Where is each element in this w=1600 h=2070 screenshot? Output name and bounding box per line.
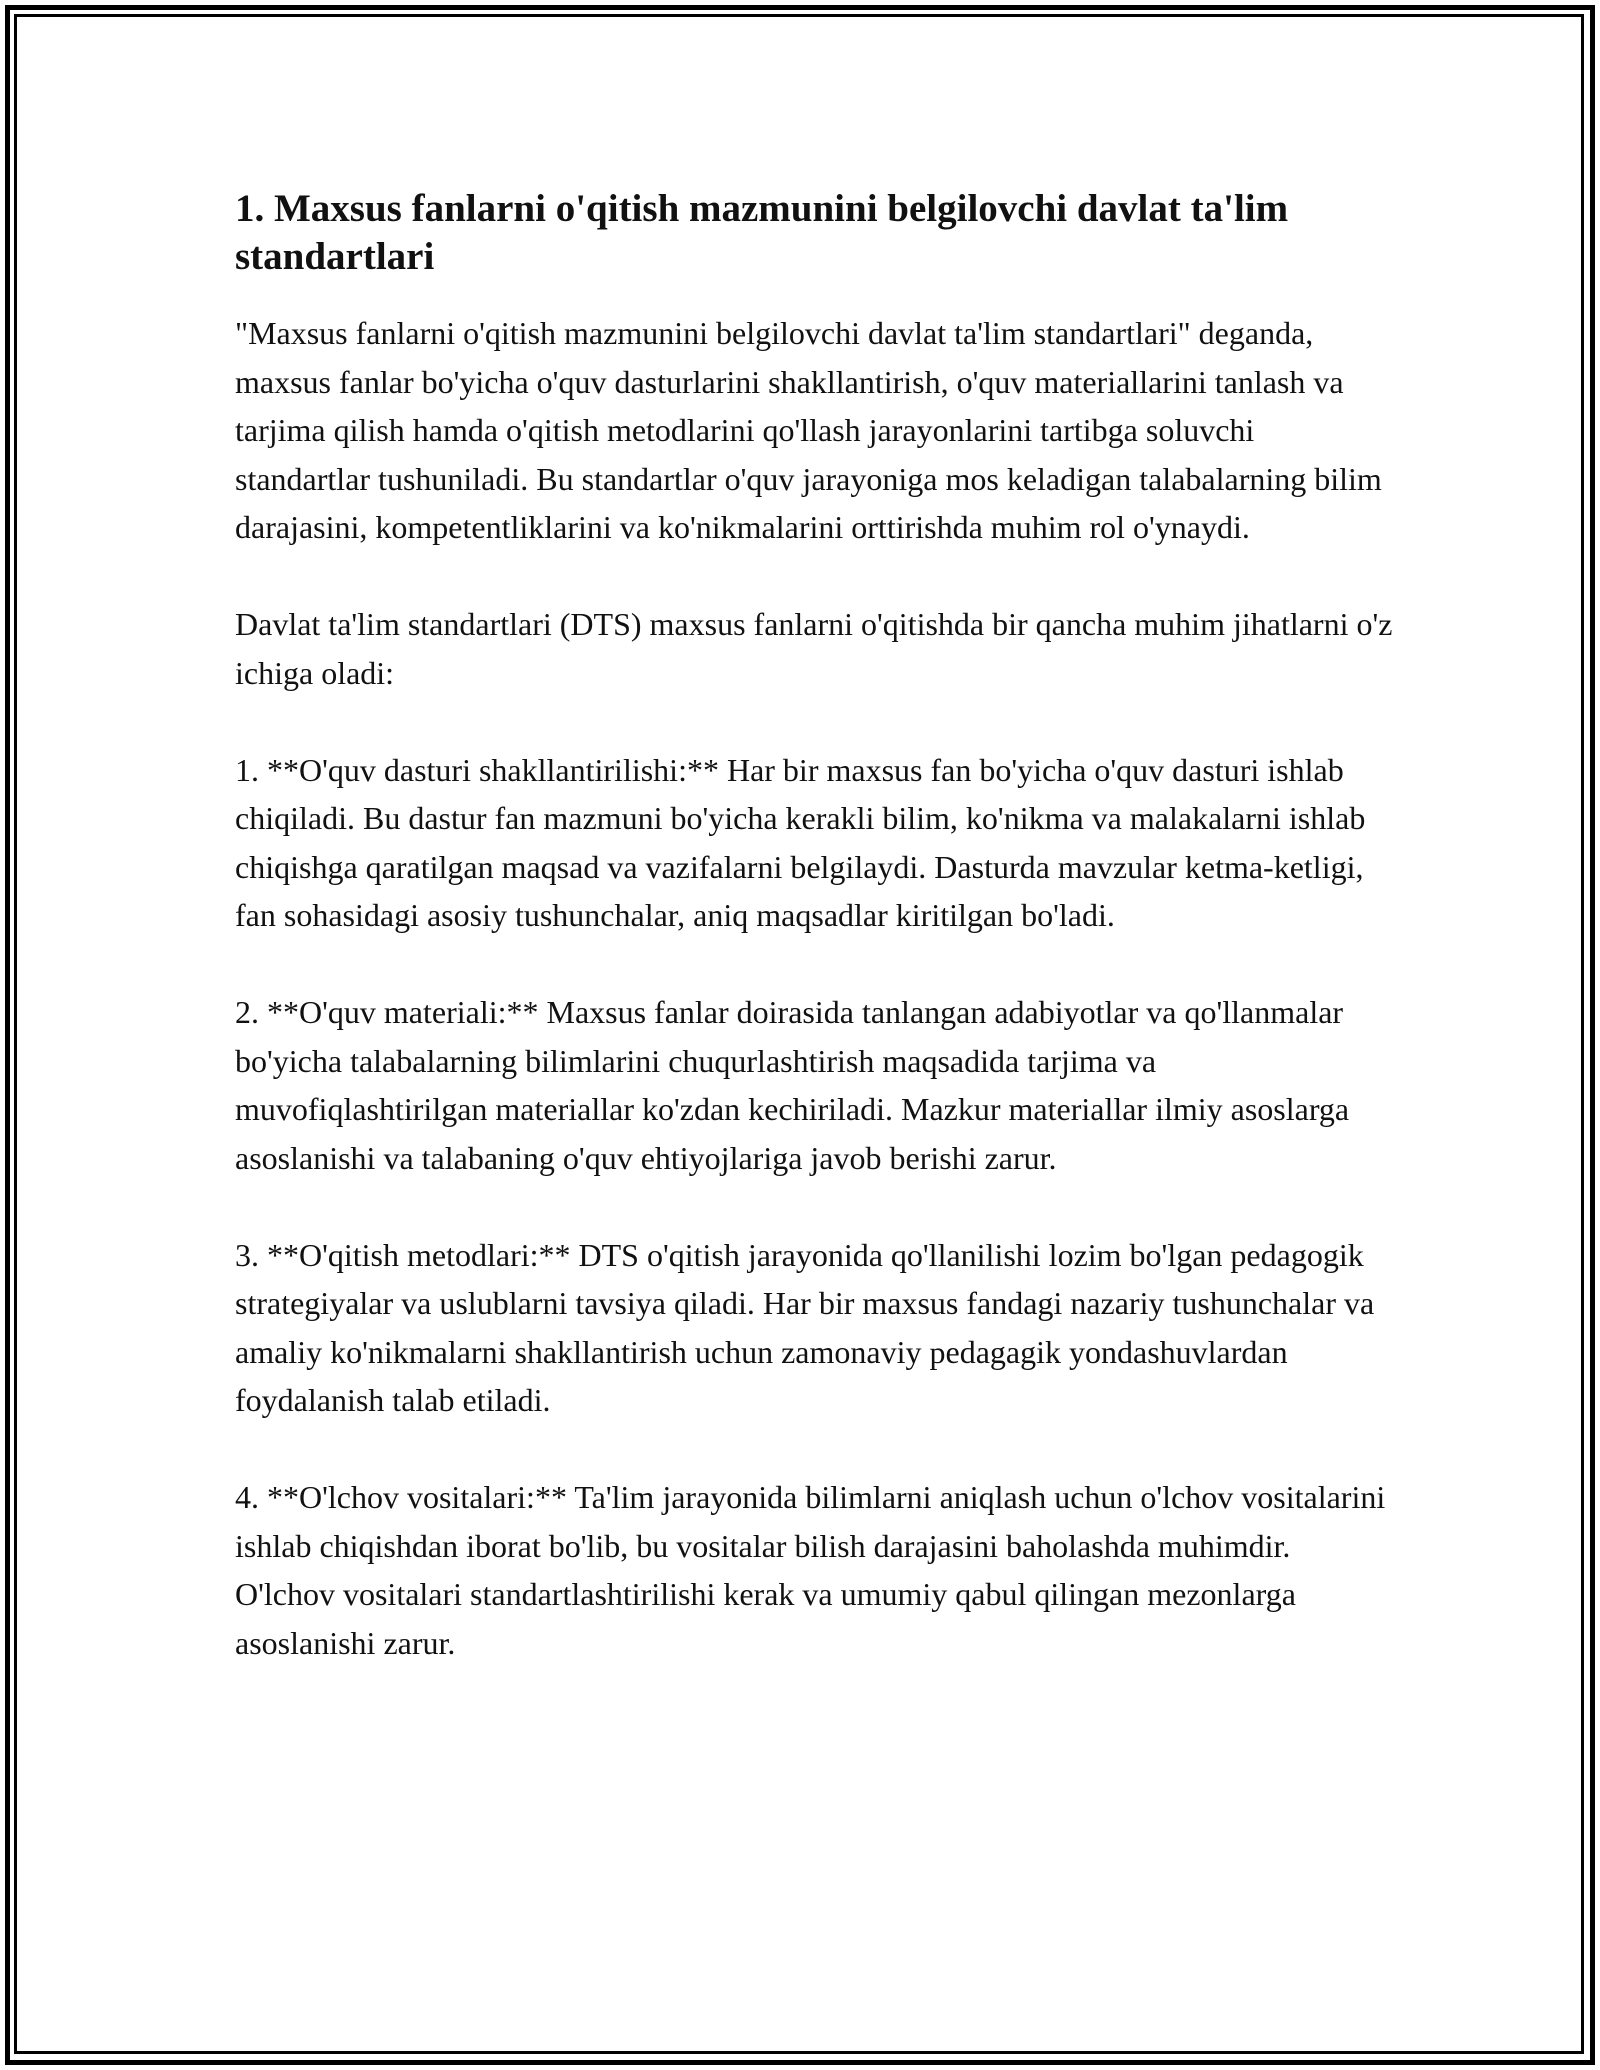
paragraph-item-1: 1. **O'quv dasturi shakllantirilishi:** Har bir maxsus fan bo'yicha o'quv dasturi ishlab chiqiladi. Bu dastur fan mazmuni bo'yicha kerakli bilim, ko'nikma va malakalarni ishlab chiqishga qaratilgan maqsad va vazifalarni belgilaydi. Dasturda mavzular ketma-ketligi, fan sohasidagi asosiy tushunchalar, aniq maqsadlar kiritilgan bo'ladi. bbox=[235, 751, 1366, 933]
document-title: 1. Maxsus fanlarni o'qitish mazmunini belgilovchi davlat ta'lim standartlari bbox=[235, 187, 1289, 278]
paragraph-dts-overview: Davlat ta'lim standartlari (DTS) maxsus fanlarni o'qitishda bir qancha muhim jihatlarni o'z ichiga oladi: bbox=[235, 606, 1393, 691]
paragraph-intro: "Maxsus fanlarni o'qitish mazmunini belgilovchi davlat ta'lim standartlari" deganda, maxsus fanlar bo'yicha o'quv dasturlarini shakllantirish, o'quv materiallarini tanlash va tarjima qilish hamda o'qitish metodlarini qo'llash jarayonlarini tartibga soluvchi standartlar tushuniladi. Bu standartlar o'quv jarayoniga mos keladigan talabalarning bilim darajasini, kompetentliklarini va ko'nikmalarini orttirishda muhim rol o'ynaydi. bbox=[235, 315, 1382, 545]
paragraph-item-3: 3. **O'qitish metodlari:** DTS o'qitish jarayonida qo'llanilishi lozim bo'lgan pedagogik strategiyalar va uslublarni tavsiya qiladi. Har bir maxsus fandagi nazariy tushunchalar va amaliy ko'nikmalarni shakllantirish uchun zamonaviy pedagagik yondashuvlardan foydalanish talab etiladi. bbox=[235, 1236, 1375, 1418]
paragraph-item-2: 2. **O'quv materiali:** Maxsus fanlar doirasida tanlangan adabiyotlar va qo'llanmalar bo'yicha talabalarning bilimlarini chuqurlashtirish maqsadida tarjima va muvofiqlashtirilgan materiallar ko'zdan kechiriladi. Mazkur materiallar ilmiy asoslarga asoslanishi va talabaning o'quv ehtiyojlariga javob berishi zarur. bbox=[235, 994, 1350, 1176]
document-body bbox=[235, 185, 1395, 1667]
paragraph-item-4: 4. **O'lchov vositalari:** Ta'lim jarayonida bilimlarni aniqlash uchun o'lchov vositalarini ishlab chiqishdan iborat bo'lib, bu vositalar bilish darajasini baholashda muhimdir. O'lchov vositalari standartlashtirilishi kerak va umumiy qabul qilingan mezonlarga asoslanishi zarur. bbox=[235, 1479, 1386, 1661]
